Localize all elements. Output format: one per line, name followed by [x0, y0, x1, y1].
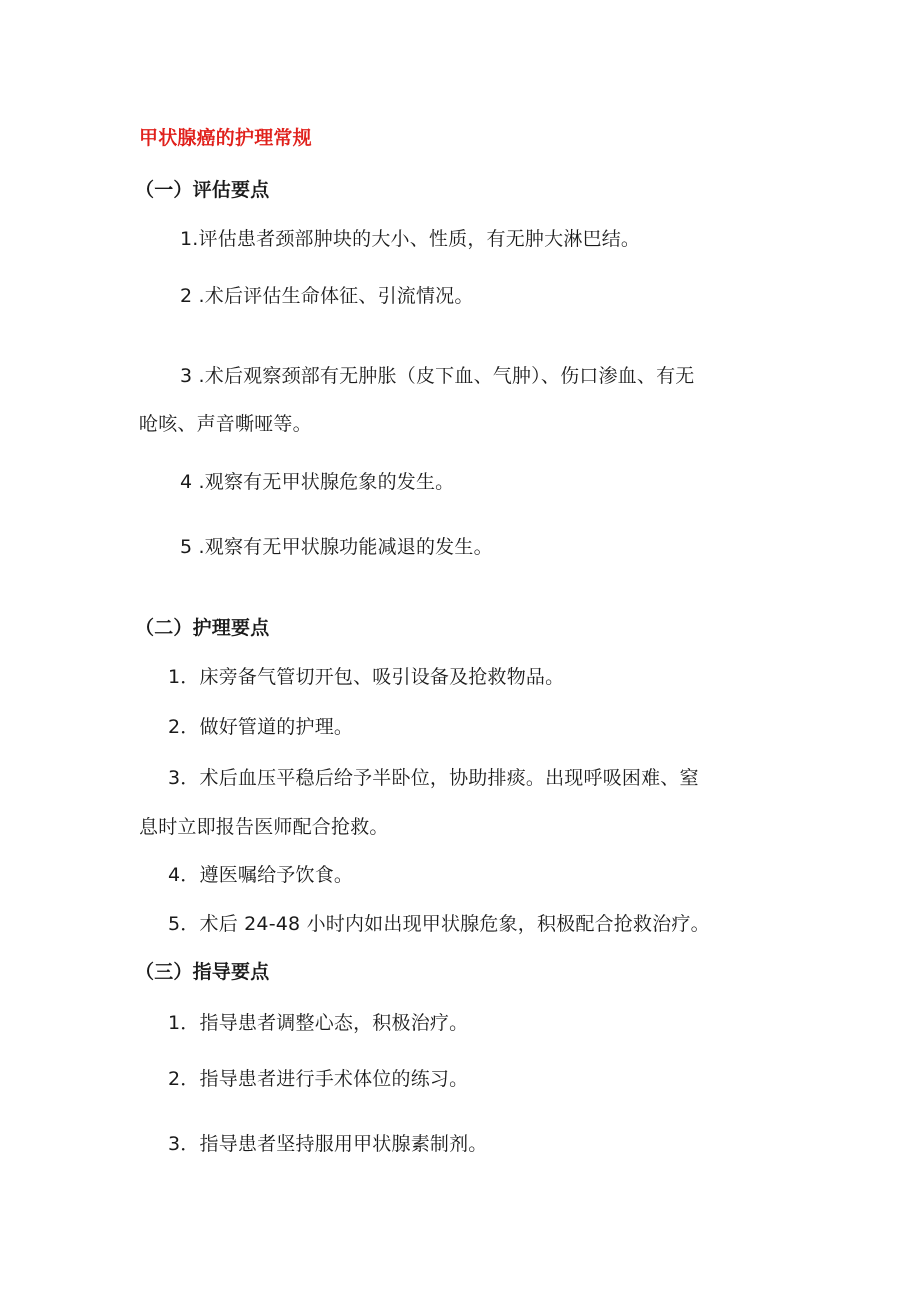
list-item: 1．指导患者调整心态，积极治疗。: [168, 1012, 469, 1034]
list-item-continuation: 呛咳、声音嘶哑等。: [139, 413, 312, 435]
list-item: 1.评估患者颈部肿块的大小、性质，有无肿大淋巴结。: [180, 228, 641, 250]
section-heading-nursing: （二）护理要点: [135, 617, 270, 639]
list-item: 4 .观察有无甲状腺危象的发生。: [180, 471, 455, 493]
section-heading-assessment: （一）评估要点: [135, 179, 270, 201]
list-item: 4．遵医嘱给予饮食。: [168, 864, 354, 886]
list-item: 5．术后 24-48 小时内如出现甲状腺危象，积极配合抢救治疗。: [168, 913, 710, 935]
list-item: 3．术后血压平稳后给予半卧位，协助排痰。出现呼吸困难、窒: [168, 767, 699, 789]
list-item: 1．床旁备气管切开包、吸引设备及抢救物品。: [168, 666, 565, 688]
list-item: 3 .术后观察颈部有无肿胀（皮下血、气肿）、伤口渗血、有无: [180, 365, 695, 387]
list-item: 3．指导患者坚持服用甲状腺素制剂。: [168, 1133, 488, 1155]
list-item: 2．做好管道的护理。: [168, 716, 354, 738]
list-item: 2 .术后评估生命体征、引流情况。: [180, 285, 474, 307]
section-heading-guidance: （三）指导要点: [135, 961, 270, 983]
document-title: 甲状腺癌的护理常规: [139, 127, 312, 149]
list-item: 2．指导患者进行手术体位的练习。: [168, 1068, 469, 1090]
list-item: 5 .观察有无甲状腺功能减退的发生。: [180, 536, 493, 558]
list-item-continuation: 息时立即报告医师配合抢救。: [139, 816, 389, 838]
